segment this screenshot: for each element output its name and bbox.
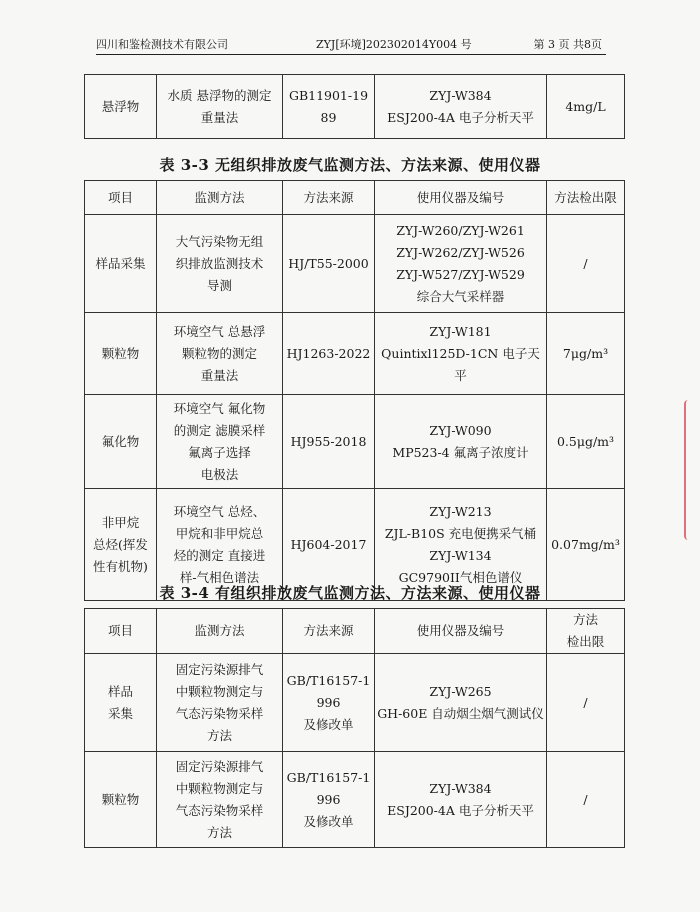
column-header: 使用仪器及编号	[375, 181, 547, 215]
cell-line: 检出限	[566, 634, 605, 649]
cell-limit	[547, 215, 625, 313]
cell-line: 重量法	[200, 367, 239, 383]
cell-method	[157, 215, 283, 313]
table-previous-continuation	[84, 74, 625, 139]
cell-instrument	[375, 752, 547, 848]
cell-line: 颗粒物的测定	[181, 345, 257, 361]
cell-line: 0.5μg/m³	[556, 433, 615, 449]
cell-instrument	[375, 215, 547, 313]
cell-instrument	[375, 75, 547, 139]
table-row	[85, 215, 625, 313]
cell-line: 固定污染源排气	[175, 758, 264, 774]
cell-line: 方法	[206, 727, 232, 743]
cell-line: HJ/T55-2000	[288, 255, 369, 271]
cell-line: /	[583, 255, 588, 271]
cell-line: 重量法	[200, 109, 239, 125]
cell-method	[157, 395, 283, 489]
report-number: ZYJ[环境]202302014Y004 号	[316, 38, 472, 51]
cell-line: 织排放监测技术	[175, 255, 264, 271]
cell-line: GC9790II气相色谱仪	[398, 569, 523, 585]
column-header: 使用仪器及编号	[375, 609, 547, 654]
column-header: 方法来源	[283, 181, 375, 215]
cell-line: 气态污染物采样	[175, 705, 264, 721]
cell-line: 大气污染物无组	[175, 233, 264, 249]
table-header-row	[85, 609, 625, 654]
cell-limit: 4mg/L	[547, 75, 625, 139]
cell-line: 氟化物	[101, 433, 140, 449]
cell-line: ESJ200-4A 电子分析天平	[387, 802, 534, 818]
cell-limit	[547, 752, 625, 848]
cell-source	[283, 752, 375, 848]
cell-method	[157, 313, 283, 395]
cell-line: 氟离子选择	[188, 444, 251, 460]
cell-source	[283, 395, 375, 489]
cell-line: 导测	[206, 277, 232, 293]
cell-item	[85, 215, 157, 313]
cell-line: MP523-4 氟离子浓度计	[392, 444, 529, 460]
cell-line: GB/T16157-1996	[286, 672, 371, 710]
cell-line: GB/T16157-1996	[286, 769, 371, 807]
page-number: 第 3 页 共8页	[533, 38, 602, 51]
cell-limit	[547, 654, 625, 752]
table-3-3-caption: 表 3-3 无组织排放废气监测方法、方法来源、使用仪器	[159, 156, 541, 174]
column-header: 监测方法	[157, 181, 283, 215]
cell-line: ZYJ-W262/ZYJ-W526	[396, 244, 525, 260]
table-3-4-caption: 表 3-4 有组织排放废气监测方法、方法来源、使用仪器	[159, 584, 541, 602]
column-header: 方法来源	[283, 609, 375, 654]
cell-line: /	[583, 694, 588, 710]
cell-line: 电极法	[200, 466, 239, 482]
cell-line: 0.07mg/m³	[551, 536, 620, 552]
cell-line: 7μg/m³	[562, 345, 609, 361]
cell-line: 及修改单	[303, 716, 354, 732]
cell-line: ZYJ-W181	[429, 323, 492, 339]
table-3-4	[84, 608, 625, 848]
cell-line: ZYJ-W527/ZYJ-W529	[396, 266, 525, 282]
cell-line: 烃的测定 直接进	[173, 547, 266, 563]
cell-line: GH-60E 自动烟尘烟气测试仪	[377, 705, 544, 721]
cell-line: 的测定 滤膜采样	[173, 422, 266, 438]
page-header	[96, 34, 606, 55]
cell-line: 环境空气 总悬浮	[173, 323, 266, 339]
cell-line: ZYJ-W090	[429, 422, 492, 438]
table-header-row	[85, 181, 625, 215]
cell-item	[85, 752, 157, 848]
column-header: 项目	[85, 181, 157, 215]
cell-line: HJ604-2017	[290, 536, 367, 552]
cell-line: 样-气相色谱法	[179, 569, 260, 585]
cell-line: 方法	[572, 612, 598, 627]
company-name: 四川和鉴检测技术有限公司	[96, 38, 228, 51]
table-row	[85, 654, 625, 752]
cell-line: ZYJ-W384	[429, 87, 492, 103]
cell-line: HJ1263-2022	[286, 345, 371, 361]
cell-line: ZYJ-W260/ZYJ-W261	[396, 222, 525, 238]
table-row	[85, 752, 625, 848]
cell-line: ESJ200-4A 电子分析天平	[387, 109, 534, 125]
cell-item	[85, 313, 157, 395]
cell-line: ZYJ-W384	[429, 780, 492, 796]
seal-stamp-edge	[684, 400, 700, 540]
cell-line: 环境空气 氟化物	[173, 400, 266, 416]
cell-source	[283, 313, 375, 395]
table-row	[85, 75, 625, 139]
cell-line: 环境空气 总烃、	[173, 503, 266, 519]
cell-line: 采集	[107, 705, 133, 721]
cell-item: 悬浮物	[85, 75, 157, 139]
cell-line: 气态污染物采样	[175, 802, 264, 818]
cell-limit	[547, 395, 625, 489]
cell-line: ZYJ-W134	[429, 547, 492, 563]
cell-line: 样品采集	[95, 255, 146, 271]
column-header: 方法检出限	[547, 181, 625, 215]
column-header	[547, 609, 625, 654]
cell-line: 颗粒物	[101, 345, 140, 361]
cell-limit	[547, 313, 625, 395]
cell-line: 综合大气采样器	[416, 288, 505, 304]
cell-method	[157, 654, 283, 752]
cell-line: 中颗粒物测定与	[175, 780, 264, 796]
cell-line: 样品	[107, 683, 133, 699]
cell-line: ZYJ-W213	[429, 503, 492, 519]
column-header: 监测方法	[157, 609, 283, 654]
cell-line: HJ955-2018	[290, 433, 367, 449]
cell-line: 及修改单	[303, 813, 354, 829]
cell-line: ZJL-B10S 充电便携采气桶	[384, 525, 537, 541]
column-header: 项目	[85, 609, 157, 654]
cell-line: 总烃(挥发	[93, 536, 148, 552]
cell-line: 中颗粒物测定与	[175, 683, 264, 699]
cell-line: 性有机物)	[93, 558, 148, 574]
table-row	[85, 313, 625, 395]
cell-line: /	[583, 791, 588, 807]
cell-line: 固定污染源排气	[175, 661, 264, 677]
cell-instrument	[375, 395, 547, 489]
cell-line: 甲烷和非甲烷总	[175, 525, 264, 541]
cell-line: 颗粒物	[101, 791, 140, 807]
table-3-3	[84, 180, 625, 601]
cell-line: ZYJ-W265	[429, 683, 492, 699]
cell-instrument	[375, 313, 547, 395]
cell-line: 非甲烷	[101, 514, 140, 530]
cell-line: Quintixl125D-1CN 电子天平	[381, 345, 540, 383]
cell-method	[157, 75, 283, 139]
cell-item	[85, 395, 157, 489]
cell-line: 水质 悬浮物的测定	[167, 87, 272, 103]
cell-item	[85, 654, 157, 752]
table-row	[85, 395, 625, 489]
cell-instrument	[375, 654, 547, 752]
cell-source: GB11901-1989	[283, 75, 375, 139]
cell-line: 方法	[206, 824, 232, 840]
cell-source	[283, 654, 375, 752]
cell-method	[157, 752, 283, 848]
cell-source	[283, 215, 375, 313]
